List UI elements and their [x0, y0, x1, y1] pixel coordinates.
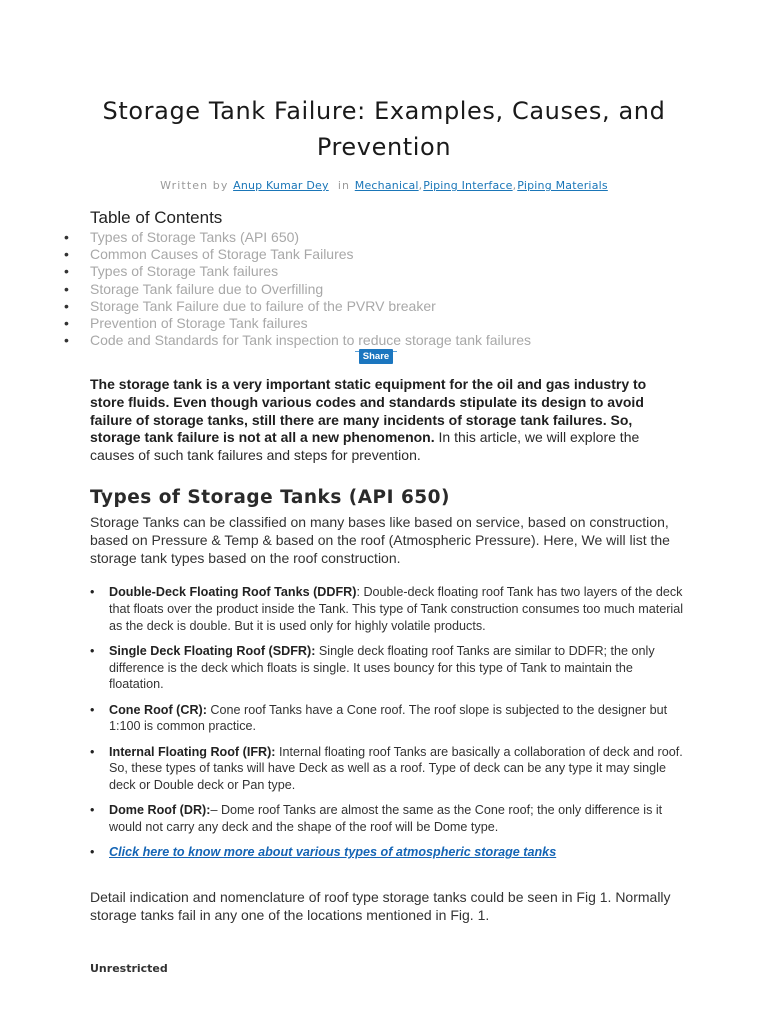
intro-bold-text: The storage tank is a very important static equipment for the oil and gas industry to store fluids. Even though various codes and standards stipulate its design to avoid failure of storage tanks, still there are many incidents of storage tank failures. So, storage tank failure is not at all a new phenomenon. [90, 376, 647, 446]
toc-link[interactable]: Types of Storage Tanks (API 650) [90, 229, 300, 245]
tank-type-term: Internal Floating Roof (IFR): [109, 744, 276, 759]
tank-type-desc: – Dome roof Tanks are almost the same as the Cone roof; the only difference is it would not carry any deck and the shape of the roof will be Dome type. [109, 803, 663, 835]
list-item [90, 744, 690, 794]
toc-link[interactable]: Code and Standards for Tank inspection to reduce storage tank failures [90, 332, 532, 349]
classification-label: Unrestricted [90, 962, 168, 975]
list-item [90, 844, 690, 861]
intro-paragraph [90, 376, 680, 465]
list-item [90, 584, 690, 634]
author-link[interactable]: Anup Kumar Dey [233, 179, 329, 192]
tank-type-term: Dome Roof (DR): [109, 803, 211, 818]
tank-type-desc: Single deck floating roof Tanks are similar to DDFR; the only difference is the deck which floats is single. It uses bouncy for this type of Tank to maintain the floatation. [109, 643, 655, 692]
toc-link[interactable]: Common Causes of Storage Tank Failures [90, 246, 354, 263]
page-title: Storage Tank Failure: Examples, Causes, and Prevention [102, 97, 666, 161]
category-link-piping-materials[interactable]: Piping Materials [517, 179, 608, 192]
byline-prefix: Written by [160, 179, 229, 192]
tank-type-desc: Cone roof Tanks have a Cone roof. The roof slope is subjected to the designer but 1:100 is common practice. [109, 702, 668, 734]
tank-type-term: Single Deck Floating Roof (SDFR): [109, 643, 316, 658]
tank-type-term: Double-Deck Floating Roof Tanks (DDFR) [109, 585, 357, 599]
toc-item[interactable] [64, 281, 531, 298]
toc-link[interactable]: Prevention of Storage Tank failures [90, 315, 308, 332]
toc-item[interactable] [64, 246, 531, 263]
category-link-mechanical[interactable]: Mechanical [354, 179, 419, 192]
category-link-piping-interface[interactable]: Piping Interface [423, 179, 513, 192]
share-button[interactable]: Share [359, 349, 393, 364]
toc-heading: Table of Contents [90, 208, 223, 227]
tank-type-desc: Internal floating roof Tanks are basically a collaboration of deck and roof. So, these types of tanks will have Deck as well as a roof. Type of deck can be any type it may single deck or Double deck or Pan type. [109, 744, 683, 793]
toc-link[interactable]: Storage Tank failure due to Overfilling [90, 280, 324, 297]
toc-item[interactable] [64, 315, 531, 332]
toc-link[interactable]: Storage Tank Failure due to failure of the PVRV breaker [90, 297, 436, 314]
intro-normal-text: In this article, we will explore the causes of such tank failures and steps for prevention. [90, 429, 640, 464]
section-heading: Types of Storage Tanks (API 650) [90, 487, 451, 508]
category-separator: , [418, 179, 424, 192]
toc-item[interactable] [64, 298, 531, 315]
table-of-contents [64, 229, 531, 349]
toc-item[interactable] [64, 332, 531, 349]
byline-in: in [337, 179, 351, 192]
list-item [90, 702, 690, 736]
toc-item[interactable] [64, 229, 531, 246]
toc-link[interactable]: Types of Storage Tank failures [90, 263, 279, 280]
toc-item[interactable] [64, 263, 531, 280]
list-item [90, 802, 690, 836]
list-item [90, 643, 690, 693]
tank-type-desc: : Double-deck floating roof Tank has two layers of the deck that floats over the product inside the Tank. This type of Tank construction consumes too much material as the deck is double. But it is used only for highly volatile products. [109, 585, 684, 633]
tank-types-list [90, 584, 690, 870]
tank-type-term: Cone Roof (CR): [109, 702, 207, 717]
more-tank-types-link[interactable]: Click here to know more about various types of atmospheric storage tanks [109, 845, 557, 860]
section-intro: Storage Tanks can be classified on many bases like based on service, based on construction, based on Pressure & Temp & based on the roof (Atmospheric Pressure). Here, We will list the storage tank types based on the roof construction. [90, 514, 670, 566]
detail-paragraph: Detail indication and nomenclature of roof type storage tanks could be seen in Fig 1. Normally storage tanks fail in any one of the locations mentioned in Fig. 1. [90, 889, 671, 923]
byline [0, 179, 768, 192]
category-separator: , [512, 179, 518, 192]
